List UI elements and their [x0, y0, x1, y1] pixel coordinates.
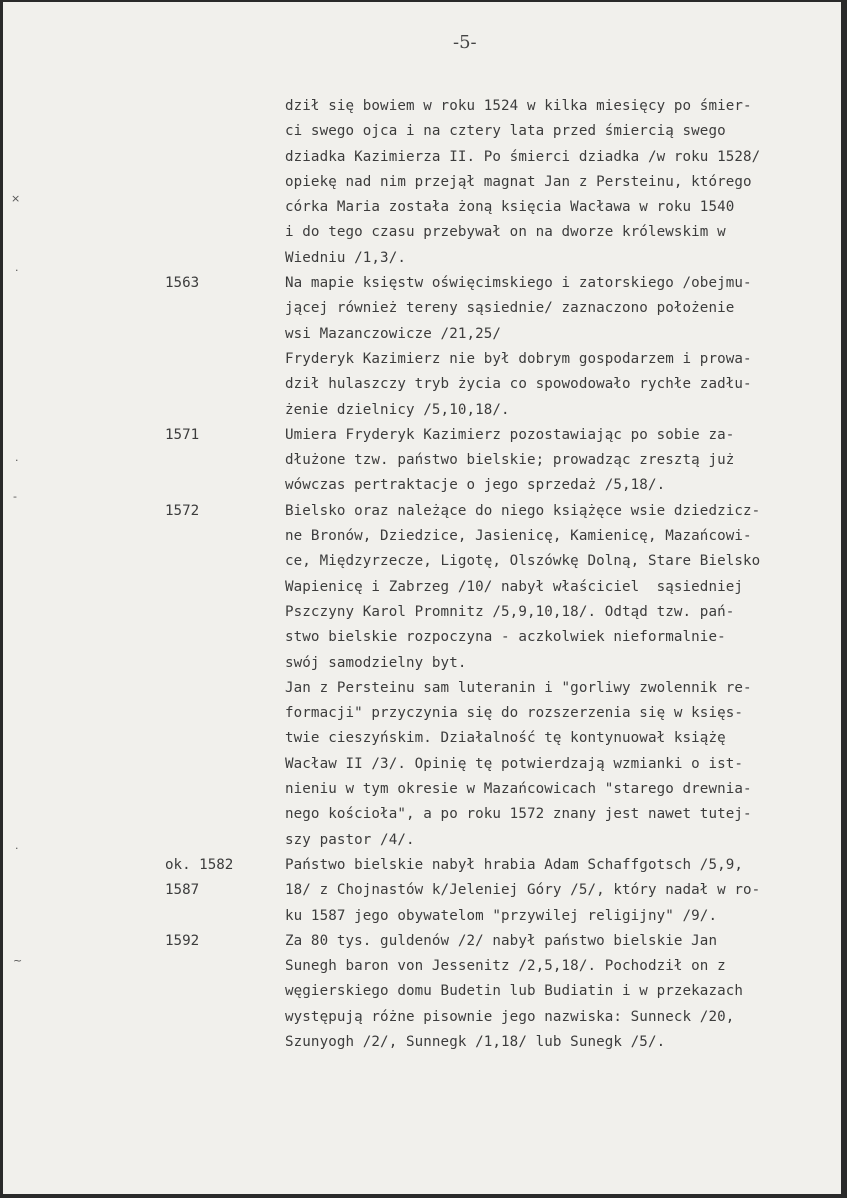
- text-line: Jan z Persteinu sam luteranin i "gorliwy zwolennik re-: [285, 679, 752, 696]
- date-label: [165, 726, 275, 751]
- text-line: węgierskiego domu Budetin lub Budiatin i w przekazach: [285, 983, 744, 1000]
- text-line: ne Bronów, Dziedzice, Jasienicę, Kamienicę, Mazańcowi-: [285, 528, 752, 545]
- date-label: [165, 979, 275, 1004]
- text-line: jącej również tereny sąsiednie/ zaznaczono położenie: [285, 300, 735, 317]
- text-line: Pszczyny Karol Promnitz /5,9,10,18/. Odtąd tzw. pań-: [285, 603, 735, 620]
- date-label: [165, 398, 275, 423]
- text-line: dził się bowiem w roku 1524 w kilka miesięcy po śmier-: [285, 98, 752, 114]
- text-line: córka Maria została żoną księcia Wacława w roku 1540: [285, 199, 735, 216]
- text-line: dłużone tzw. państwo bielskie; prowadząc zresztą już: [285, 452, 735, 469]
- date-label: [165, 904, 275, 929]
- date-label: [165, 752, 275, 777]
- date-column: [165, 94, 275, 1055]
- date-label: [165, 954, 275, 979]
- text-line: Sunegh baron von Jessenitz /2,5,18/. Pochodził on z: [285, 958, 726, 975]
- date-label: 1563: [165, 275, 200, 292]
- date-label: [165, 701, 275, 726]
- date-label: [165, 195, 275, 220]
- text-line: Szunyogh /2/, Sunnegk /1,18/ lub Sunegk /5/.: [285, 1033, 666, 1050]
- margin-mark: ·: [15, 842, 19, 855]
- date-label: [165, 802, 275, 827]
- text-line: formacji" przyczynia się do rozszerzenia się w księs-: [285, 705, 744, 722]
- date-label: [165, 347, 275, 372]
- text-line: Za 80 tys. guldenów /2/ nabył państwo bielskie Jan: [285, 932, 718, 949]
- date-label: [165, 170, 275, 195]
- margin-mark: ×: [11, 192, 21, 205]
- text-line: 18/ z Chojnastów k/Jeleniej Góry /5/, który nadał w ro-: [285, 882, 761, 899]
- margin-mark: ~: [13, 954, 23, 967]
- page-number: -5-: [453, 32, 477, 53]
- date-label: [165, 220, 275, 245]
- date-label: [165, 473, 275, 498]
- date-label: [165, 676, 275, 701]
- body-text: [285, 94, 845, 1055]
- date-label: 1572: [165, 502, 200, 519]
- date-label: 1571: [165, 426, 200, 443]
- document-page: [3, 2, 841, 1194]
- date-label: [165, 145, 275, 170]
- text-line: Państwo bielskie nabył hrabia Adam Schaffgotsch /5,9,: [285, 856, 744, 873]
- text-line: nego kościoła", a po roku 1572 znany jest nawet tutej-: [285, 806, 752, 823]
- text-line: ce, Międzyrzecze, Ligotę, Olszówkę Dolną, Stare Bielsko: [285, 553, 761, 570]
- date-label: [165, 828, 275, 853]
- date-label: 1587: [165, 882, 200, 899]
- text-line: Fryderyk Kazimierz nie był dobrym gospodarzem i prowa-: [285, 350, 752, 367]
- text-line: opiekę nad nim przejął magnat Jan z Persteinu, którego: [285, 173, 752, 190]
- text-line: swój samodzielny byt.: [285, 654, 467, 671]
- margin-mark: ·: [15, 454, 19, 467]
- date-label: [165, 119, 275, 144]
- text-line: Wapienicę i Zabrzeg /10/ nabył właściciel sąsiedniej: [285, 578, 744, 595]
- date-label: [165, 575, 275, 600]
- date-label: [165, 524, 275, 549]
- margin-mark: ·: [15, 264, 19, 277]
- date-label: [165, 94, 275, 119]
- text-line: Wacław II /3/. Opinię tę potwierdzają wzmianki o ist-: [285, 755, 744, 772]
- text-line: Umiera Fryderyk Kazimierz pozostawiając po sobie za-: [285, 426, 735, 443]
- text-line: stwo bielskie rozpoczyna - aczkolwiek nieformalnie-: [285, 629, 726, 646]
- text-line: ci swego ojca i na cztery lata przed śmiercią swego: [285, 123, 726, 140]
- text-line: ku 1587 jego obywatelom "przywilej religijny" /9/.: [285, 907, 718, 924]
- date-label: [165, 1030, 275, 1055]
- text-line: i do tego czasu przebywał on na dworze królewskim w: [285, 224, 726, 241]
- date-label: [165, 549, 275, 574]
- text-line: dził hulaszczy tryb życia co spowodowało rychłe zadłu-: [285, 376, 752, 393]
- date-label: [165, 1005, 275, 1030]
- text-line: Wiedniu /1,3/.: [285, 249, 406, 266]
- date-label: [165, 296, 275, 321]
- date-label: [165, 246, 275, 271]
- date-label: [165, 322, 275, 347]
- date-label: [165, 372, 275, 397]
- text-line: twie cieszyńskim. Działalność tę kontynuował książę: [285, 730, 726, 747]
- text-line: żenie dzielnicy /5,10,18/.: [285, 401, 510, 418]
- date-label: ok. 1582: [165, 856, 234, 873]
- text-line: występują różne pisownie jego nazwiska: Sunneck /20,: [285, 1008, 735, 1025]
- date-label: [165, 625, 275, 650]
- date-label: [165, 600, 275, 625]
- text-line: dziadka Kazimierza II. Po śmierci dziadka /w roku 1528/: [285, 148, 761, 165]
- margin-mark: -: [13, 490, 17, 503]
- text-line: wówczas pertraktacje o jego sprzedaż /5,18/.: [285, 477, 666, 494]
- text-line: nieniu w tym okresie w Mazańcowicach "starego drewnia-: [285, 781, 752, 798]
- text-line: Bielsko oraz należące do niego książęce wsie dziedzicz-: [285, 502, 761, 519]
- date-label: [165, 777, 275, 802]
- date-label: [165, 448, 275, 473]
- text-line: wsi Mazanczowicze /21,25/: [285, 325, 502, 342]
- text-line: Na mapie księstw oświęcimskiego i zatorskiego /obejmu-: [285, 275, 752, 292]
- date-label: 1592: [165, 932, 200, 949]
- text-line: szy pastor /4/.: [285, 831, 415, 848]
- date-label: [165, 651, 275, 676]
